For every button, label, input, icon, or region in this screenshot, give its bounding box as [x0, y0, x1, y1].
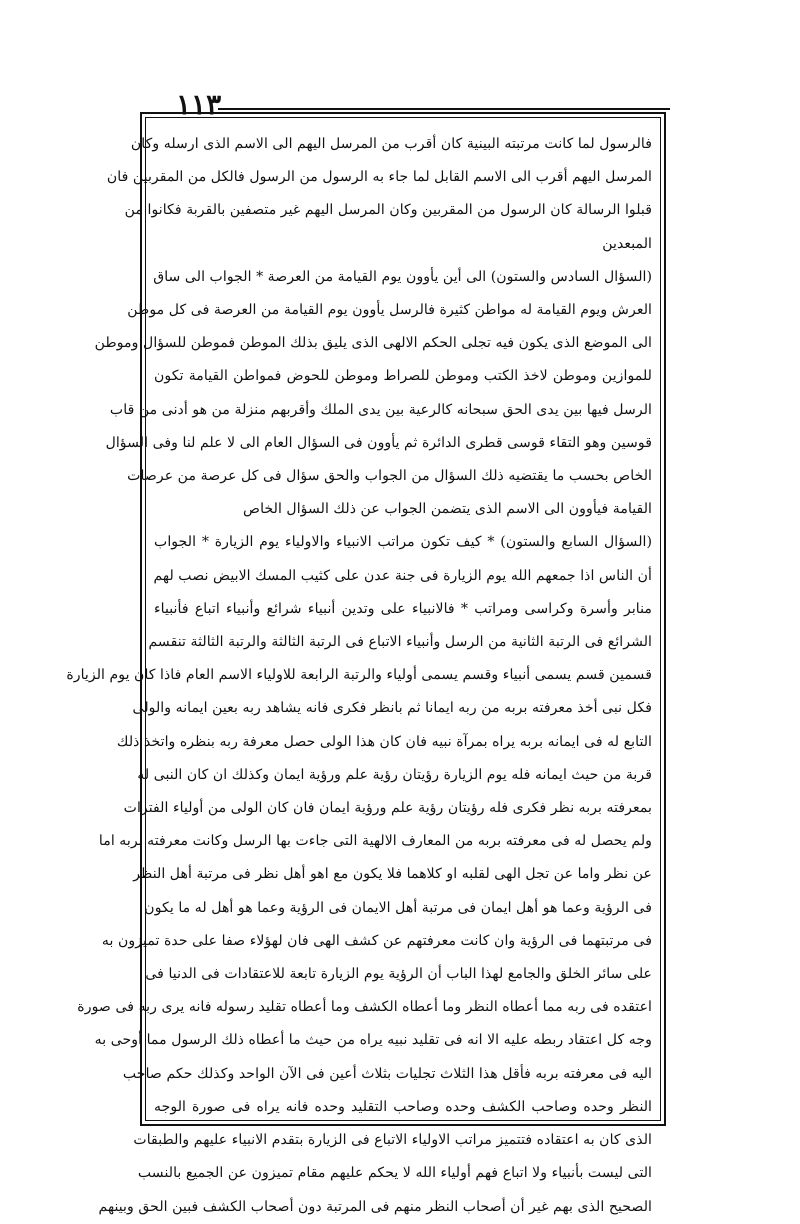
text-line: قبلوا الرسالة كان الرسول من المقربين وكان المرسل اليهم غير متصفين بالقربة فكانوا من: [124, 202, 652, 219]
text-line: فالرسول لما كانت مرتبته البينية كان أقرب من المرسل اليهم الى الاسم الذى ارسله وكان: [130, 136, 652, 152]
paragraph: [94, 261, 652, 527]
text-line: ولم يحصل له فى معرفته بربه من المعارف الالهية التى جاءت بها الرسل وكانت معرفته بربه اما: [98, 833, 652, 850]
text-line: على سائر الخلق والجامع لهذا الباب أن الرؤية يوم الزيارة تابعة للاعتقادات فى الدنيا فى: [145, 966, 652, 983]
text-line: التى ليست بأنبياء ولا اتباع فهم أولياء الله لا يحكم عليهم مقام تميزون عن الجميع بالنسب: [137, 1165, 652, 1182]
text-line: الصحيح الذى بهم غير أن أصحاب النظر منهم فى المرتبة دون أصحاب الكشف فبين الحق وبينهم: [98, 1198, 652, 1215]
text-line: العرش ويوم القيامة له مواطن كثيرة فالرسل يأوون يوم القيامة من العرصة فى كل موطن: [127, 302, 652, 319]
text-line: الشرائع فى الرتبة الثانية من الرسل وأنبياء الاتباع فى الرتبة الثالثة والرتبة الثالثة تنقسم: [148, 634, 652, 651]
text-line: بمعرفته بربه نظر فكرى فله رؤيتان رؤية علم ورؤية ايمان فان كان الولى من أولياء الفترات: [123, 800, 652, 817]
text-line: الذى كان به اعتقاده فتتميز مراتب الاولياء الاتباع فى الزيارة بتقدم الانبياء عليهم والطبقات: [133, 1132, 652, 1149]
text-line: (السؤال السادس والستون) الى أين يأوون يوم القيامة من العرصة * الجواب الى ساق: [153, 268, 652, 285]
text-line: فكل نبى أخذ معرفته بربه من ربه ايمانا ثم بانظر فكرى فانه يشاهد ربه بعين ايمانه والولى: [132, 700, 652, 717]
text-frame: [66, 112, 666, 1215]
text-line: اليه فى معرفته بربه فأقل هذا الثلاث تجليات بثلاث أعين فى الآن الواحد وكذلك حكم صاحب: [122, 1065, 652, 1082]
text-line: وجه كل اعتقاد ربطه عليه الا انه فى تقليد نبيه يراه من حيث ما أعطاه ذلك الرسول مما أوحى به: [94, 1032, 652, 1049]
text-line: الى الموضع الذى يكون فيه تجلى الحكم الالهى الذى يليق بذلك الموطن فموطن للسؤال وموطن: [94, 335, 652, 352]
text-line: اعتقده فى ربه مما أعطاه النظر وما أعطاه الكشف وما أعطاه تقليد رسوله فانه يرى ربه فى صورة: [77, 999, 652, 1016]
text-line: النظر وحده وصاحب الكشف وحده وصاحب التقليد وحده فانه يراه فى صورة الوجه: [154, 1098, 652, 1115]
text-line: (السؤال السابع والستون) * كيف تكون مراتب الانبياء والاولياء يوم الزيارة * الجواب: [154, 534, 652, 551]
text-line: التابع له فى ايمانه بربه يراه بمرآة نبيه فان كان هذا الولى حصل معرفة ربه بنظره واتخذ ذلك: [116, 733, 652, 750]
text-line: أن الناس اذا جمعهم الله يوم الزيارة فى جنة عدن على كثيب المسك الابيض نصب لهم: [153, 567, 652, 584]
text-line: الخاص بحسب ما يقتضيه ذلك السؤال من الجواب والحق سؤال فى كل عرصة من عرصات: [127, 468, 652, 485]
text-line: قسمين قسم يسمى أنبياء وقسم يسمى أولياء والرتبة الرابعة للاولياء الاسم العام فاذا كان يوم الزيارة: [66, 667, 652, 684]
text-body: [66, 128, 652, 1215]
text-line: فى مرتبتهما فى الرؤية وان كانت معرفتهم عن كشف الهى فان لهؤلاء صفا على حدة تميزون به: [101, 932, 652, 949]
paragraph: [66, 526, 652, 1223]
page-number: ١١٣: [176, 88, 222, 121]
text-line: عن نظر واما عن تجل الهى لقلبه او كلاهما فلا يكون مع اهو أهل نظر فى مرتبة أهل النظر: [133, 866, 652, 883]
text-line: المرسل اليهم أقرب الى الاسم القابل لما جاء به الرسول من الرسول فالكل من المقربين فان: [106, 169, 652, 186]
text-line: القيامة فيأوون الى الاسم الذى يتضمن الجواب عن ذلك السؤال الخاص: [243, 501, 652, 518]
paragraph: [106, 128, 652, 261]
text-line: للموازين وموطن لاخذ الكتب وموطن للصراط وموطن للحوض فمواطن القيامة تكون: [154, 368, 652, 385]
text-line: فى الرؤية وعما هو أهل ايمان فى مرتبة أهل الايمان فى الرؤية وعما هو أهل له ما يكون: [144, 899, 652, 916]
text-line: قوسين وهو التقاء قوسى قطرى الدائرة ثم يأوون فى السؤال العام الى لا علم لنا وفى السؤال: [105, 434, 652, 451]
text-line: منابر وأسرة وكراسى ومراتب * فالانبياء على وتدين أنبياء شرائع وأنبياء اتباع فأنبياء: [154, 600, 652, 617]
text-line: الرسل فيها بين يدى الحق سبحانه كالرعية بين يدى الملك وأقربهم منزلة من هو أدنى من قاب: [109, 401, 652, 418]
text-line: المبعدين: [602, 235, 652, 252]
text-line: قربة من حيث ايمانه فله يوم الزيارة رؤيتان رؤية علم ورؤية ايمان وكذلك ان كان النبى له: [137, 766, 652, 783]
top-rule: [218, 108, 670, 110]
